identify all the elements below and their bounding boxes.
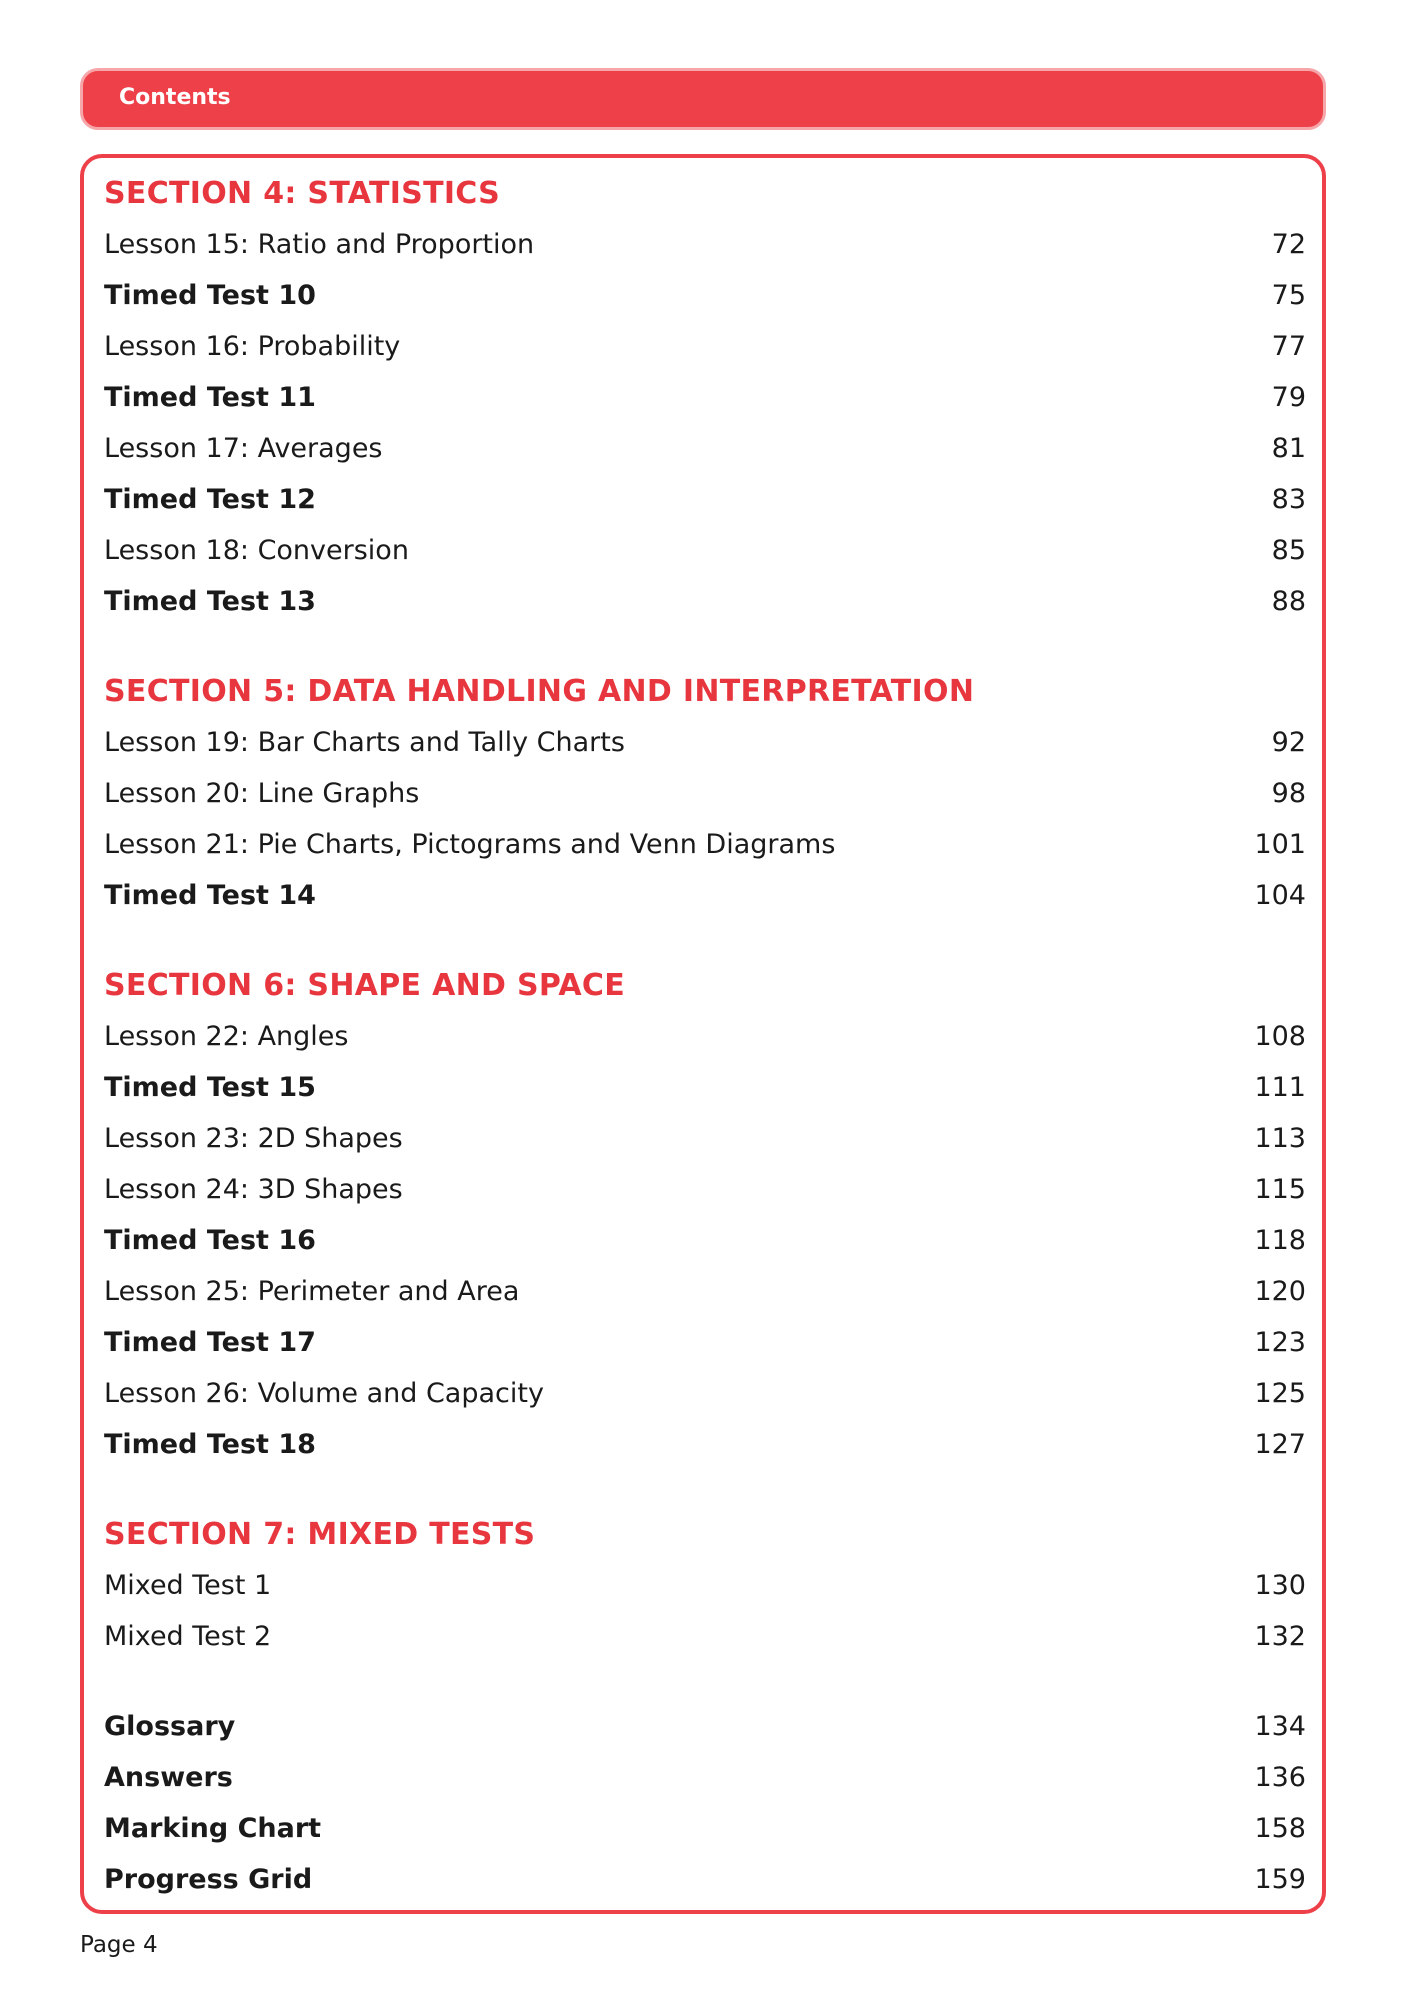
toc-entry-label: Lesson 24: 3D Shapes: [104, 1174, 403, 1205]
toc-entry-page: 75: [1271, 280, 1306, 311]
toc-entry-page: 120: [1254, 1276, 1306, 1307]
toc-entry[interactable]: [104, 474, 1306, 525]
toc-entry[interactable]: [104, 1215, 1306, 1266]
toc-entry-page: 83: [1271, 484, 1306, 515]
toc-entry-page: 98: [1271, 778, 1306, 809]
toc-entry[interactable]: [104, 717, 1306, 768]
section-title: SECTION 5: DATA HANDLING AND INTERPRETATION: [104, 674, 975, 709]
toc-entry-label: Timed Test 10: [104, 280, 316, 311]
toc-entry[interactable]: [104, 1854, 1306, 1905]
toc-entry[interactable]: [104, 576, 1306, 627]
toc-entry-label: Marking Chart: [104, 1813, 322, 1844]
toc-entry-label: Lesson 20: Line Graphs: [104, 778, 420, 809]
toc-entry[interactable]: [104, 1611, 1306, 1662]
toc-entry-page: 125: [1254, 1378, 1306, 1409]
toc-entry-page: 159: [1254, 1864, 1306, 1895]
toc-entry-page: 85: [1271, 535, 1306, 566]
section-heading: [104, 960, 1306, 1011]
toc-entry-page: 111: [1254, 1072, 1306, 1103]
section-heading: [104, 666, 1306, 717]
toc-entry-label: Timed Test 14: [104, 880, 316, 911]
toc-entry-page: 108: [1254, 1021, 1306, 1052]
toc-entry-label: Lesson 25: Perimeter and Area: [104, 1276, 520, 1307]
toc-entry-label: Lesson 23: 2D Shapes: [104, 1123, 403, 1154]
toc-entry-page: 123: [1254, 1327, 1306, 1358]
toc-entry-label: Lesson 19: Bar Charts and Tally Charts: [104, 727, 625, 758]
toc-entry-label: Lesson 26: Volume and Capacity: [104, 1378, 544, 1409]
toc-entry-label: Timed Test 15: [104, 1072, 316, 1103]
toc-entry[interactable]: [104, 768, 1306, 819]
toc-entry[interactable]: [104, 870, 1306, 921]
toc-entry-label: Progress Grid: [104, 1864, 313, 1895]
toc-entry-page: 130: [1254, 1570, 1306, 1601]
toc-entry-label: Timed Test 12: [104, 484, 316, 515]
toc-entry[interactable]: [104, 1062, 1306, 1113]
toc-entry[interactable]: [104, 1560, 1306, 1611]
section-title: SECTION 4: STATISTICS: [104, 176, 501, 211]
toc-entry-label: Timed Test 11: [104, 382, 316, 413]
contents-title: Contents: [119, 85, 231, 110]
toc-entry[interactable]: [104, 1419, 1306, 1470]
toc-entry-page: 77: [1271, 331, 1306, 362]
toc-entry-page: 132: [1254, 1621, 1306, 1652]
section-title: SECTION 7: MIXED TESTS: [104, 1517, 536, 1552]
toc-entry[interactable]: [104, 372, 1306, 423]
toc-entry-label: Lesson 18: Conversion: [104, 535, 409, 566]
toc-entry-page: 127: [1254, 1429, 1306, 1460]
contents-header-bar: [80, 68, 1326, 130]
toc-entry[interactable]: [104, 1113, 1306, 1164]
toc-entry-label: Lesson 16: Probability: [104, 331, 401, 362]
toc-entry-page: 81: [1271, 433, 1306, 464]
toc-entry-page: 92: [1271, 727, 1306, 758]
toc-entry[interactable]: [104, 1164, 1306, 1215]
toc-entry-label: Timed Test 17: [104, 1327, 316, 1358]
toc-entry-page: 118: [1254, 1225, 1306, 1256]
toc-entry-page: 88: [1271, 586, 1306, 617]
section-title: SECTION 6: SHAPE AND SPACE: [104, 968, 626, 1003]
section-heading: [104, 168, 1306, 219]
toc-entry-label: Lesson 21: Pie Charts, Pictograms and Venn Diagrams: [104, 829, 836, 860]
toc-entry-label: Timed Test 13: [104, 586, 316, 617]
contents-box: [80, 154, 1326, 1914]
toc-entry-label: Lesson 15: Ratio and Proportion: [104, 229, 535, 260]
toc-entry[interactable]: [104, 1317, 1306, 1368]
toc-entry-page: 136: [1254, 1762, 1306, 1793]
toc-entry-label: Timed Test 18: [104, 1429, 316, 1460]
toc-entry[interactable]: [104, 819, 1306, 870]
toc-entry-label: Lesson 22: Angles: [104, 1021, 349, 1052]
toc-entry-label: Mixed Test 2: [104, 1621, 272, 1652]
toc-entry[interactable]: [104, 1368, 1306, 1419]
toc-entry[interactable]: [104, 321, 1306, 372]
toc-entry[interactable]: [104, 270, 1306, 321]
toc-entry-label: Lesson 17: Averages: [104, 433, 383, 464]
toc-entry-page: 101: [1254, 829, 1306, 860]
toc-entry[interactable]: [104, 1752, 1306, 1803]
toc-entry[interactable]: [104, 423, 1306, 474]
page-number: Page 4: [80, 1932, 158, 1958]
toc-entry-page: 104: [1254, 880, 1306, 911]
toc-entry-label: Timed Test 16: [104, 1225, 316, 1256]
toc-entry-label: Mixed Test 1: [104, 1570, 272, 1601]
toc-entry-page: 134: [1254, 1711, 1306, 1742]
toc-entry[interactable]: [104, 1266, 1306, 1317]
toc-entry[interactable]: [104, 1701, 1306, 1752]
toc-entry-label: Glossary: [104, 1711, 236, 1742]
toc-entry-page: 72: [1271, 229, 1306, 260]
toc-entry-page: 79: [1271, 382, 1306, 413]
toc-entry[interactable]: [104, 525, 1306, 576]
section-heading: [104, 1509, 1306, 1560]
toc-entry-page: 158: [1254, 1813, 1306, 1844]
toc-entry-page: 115: [1254, 1174, 1306, 1205]
toc-entry[interactable]: [104, 1011, 1306, 1062]
toc-entry[interactable]: [104, 219, 1306, 270]
toc-entry-label: Answers: [104, 1762, 233, 1793]
toc-entry-page: 113: [1254, 1123, 1306, 1154]
toc-entry[interactable]: [104, 1803, 1306, 1854]
